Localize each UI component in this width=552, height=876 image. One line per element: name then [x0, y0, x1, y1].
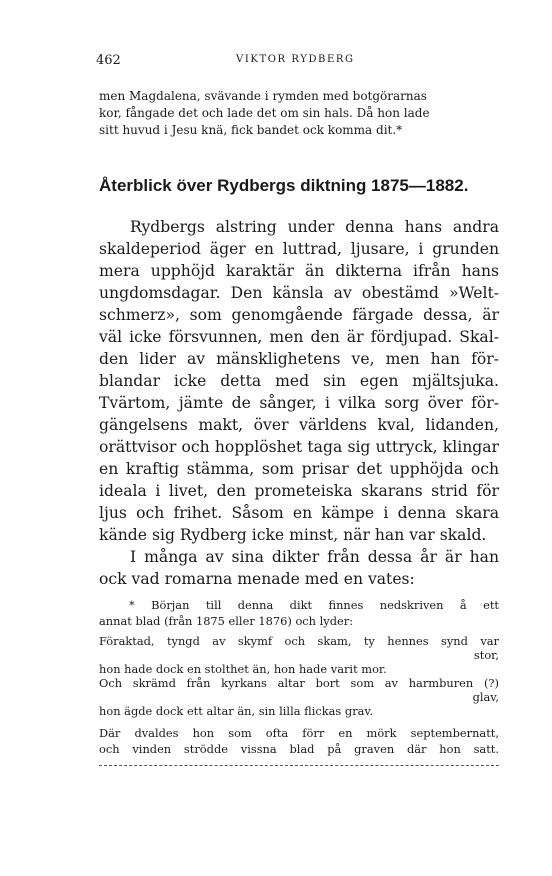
body-line: schmerz», som genomgående färgade dessa, är: [99, 306, 499, 324]
footnote-line: annat blad (från 1875 eller 1876) och lyder:: [99, 614, 354, 628]
footnote-verse-line: Och skrämd från kyrkans altar bort som av harmburen (?): [99, 676, 499, 690]
page-bottom-rule: [99, 765, 499, 766]
footnote-line: * Början till denna dikt finnes nedskriven å ett: [129, 598, 499, 612]
body-line: en kraftig stämma, som prisar det upphöjda och: [99, 460, 499, 478]
footnote-verse-line: stor,: [473, 648, 499, 662]
body-line: skaldeperiod äger en luttrad, ljusare, i grunden: [99, 240, 499, 258]
top-text-line: men Magdalena, svävande i rymden med botgörarnas: [99, 89, 427, 103]
footnote-verse-line: glav,: [472, 690, 499, 704]
body-line: kände sig Rydberg icke minst, när han var skald.: [99, 526, 487, 544]
body-line: blandar icke detta med sin egen mjältsjuka.: [99, 372, 499, 390]
body-line: mera upphöjd karaktär än dikterna ifrån hans: [99, 262, 499, 280]
body-line: ideala i livet, den prometeiska skarans strid för: [99, 482, 499, 500]
top-text-line: sitt huvud i Jesu knä, fick bandet ock komma dit.*: [99, 123, 403, 137]
body-line: gängelsens makt, över världens kval, lidanden,: [99, 416, 499, 434]
body-line: ljus och frihet. Såsom en kämpe i denna skara: [99, 504, 499, 522]
body-line: väl icke försvunnen, men den är fördjupad. Skal-: [99, 328, 499, 346]
top-text-line: kor, fångade det och lade det om sin hals. Då hon lade: [99, 106, 430, 120]
footnote-verse-line: hon ägde dock ett altar än, sin lilla flickas grav.: [99, 704, 374, 718]
body-line: Tvärtom, jämte de sånger, i vilka sorg över för-: [99, 394, 499, 412]
body-line: Rydbergs alstring under denna hans andra: [130, 218, 499, 236]
body-line: ock vad romarna menade med en vates:: [99, 570, 415, 588]
footnote-verse-line: Där dvaldes hon som ofta förr en mörk septembernatt,: [99, 726, 499, 740]
section-heading: Återblick över Rydbergs diktning 1875—1882.: [99, 176, 469, 195]
footnote-verse-line: hon hade dock en stolthet än, hon hade varit mor.: [99, 662, 387, 676]
footnote-verse-line: Föraktad, tyngd av skymf och skam, ty hennes synd var: [99, 634, 499, 648]
body-line: den lider av mänsklighetens ve, men han för-: [99, 350, 499, 368]
footnote-verse-line: och vinden strödde vissna blad på graven där hon satt.: [99, 742, 499, 756]
body-line: I många av sina dikter från dessa år är han: [130, 548, 499, 566]
page-number: 462: [96, 53, 121, 68]
body-line: orättvisor och hopplöshet taga sig uttryck, klingar: [99, 438, 499, 456]
page-header: [96, 53, 496, 69]
running-head: VIKTOR RYDBERG: [236, 54, 355, 65]
body-line: ungdomsdagar. Den känsla av obestämd »Welt-: [99, 284, 499, 302]
